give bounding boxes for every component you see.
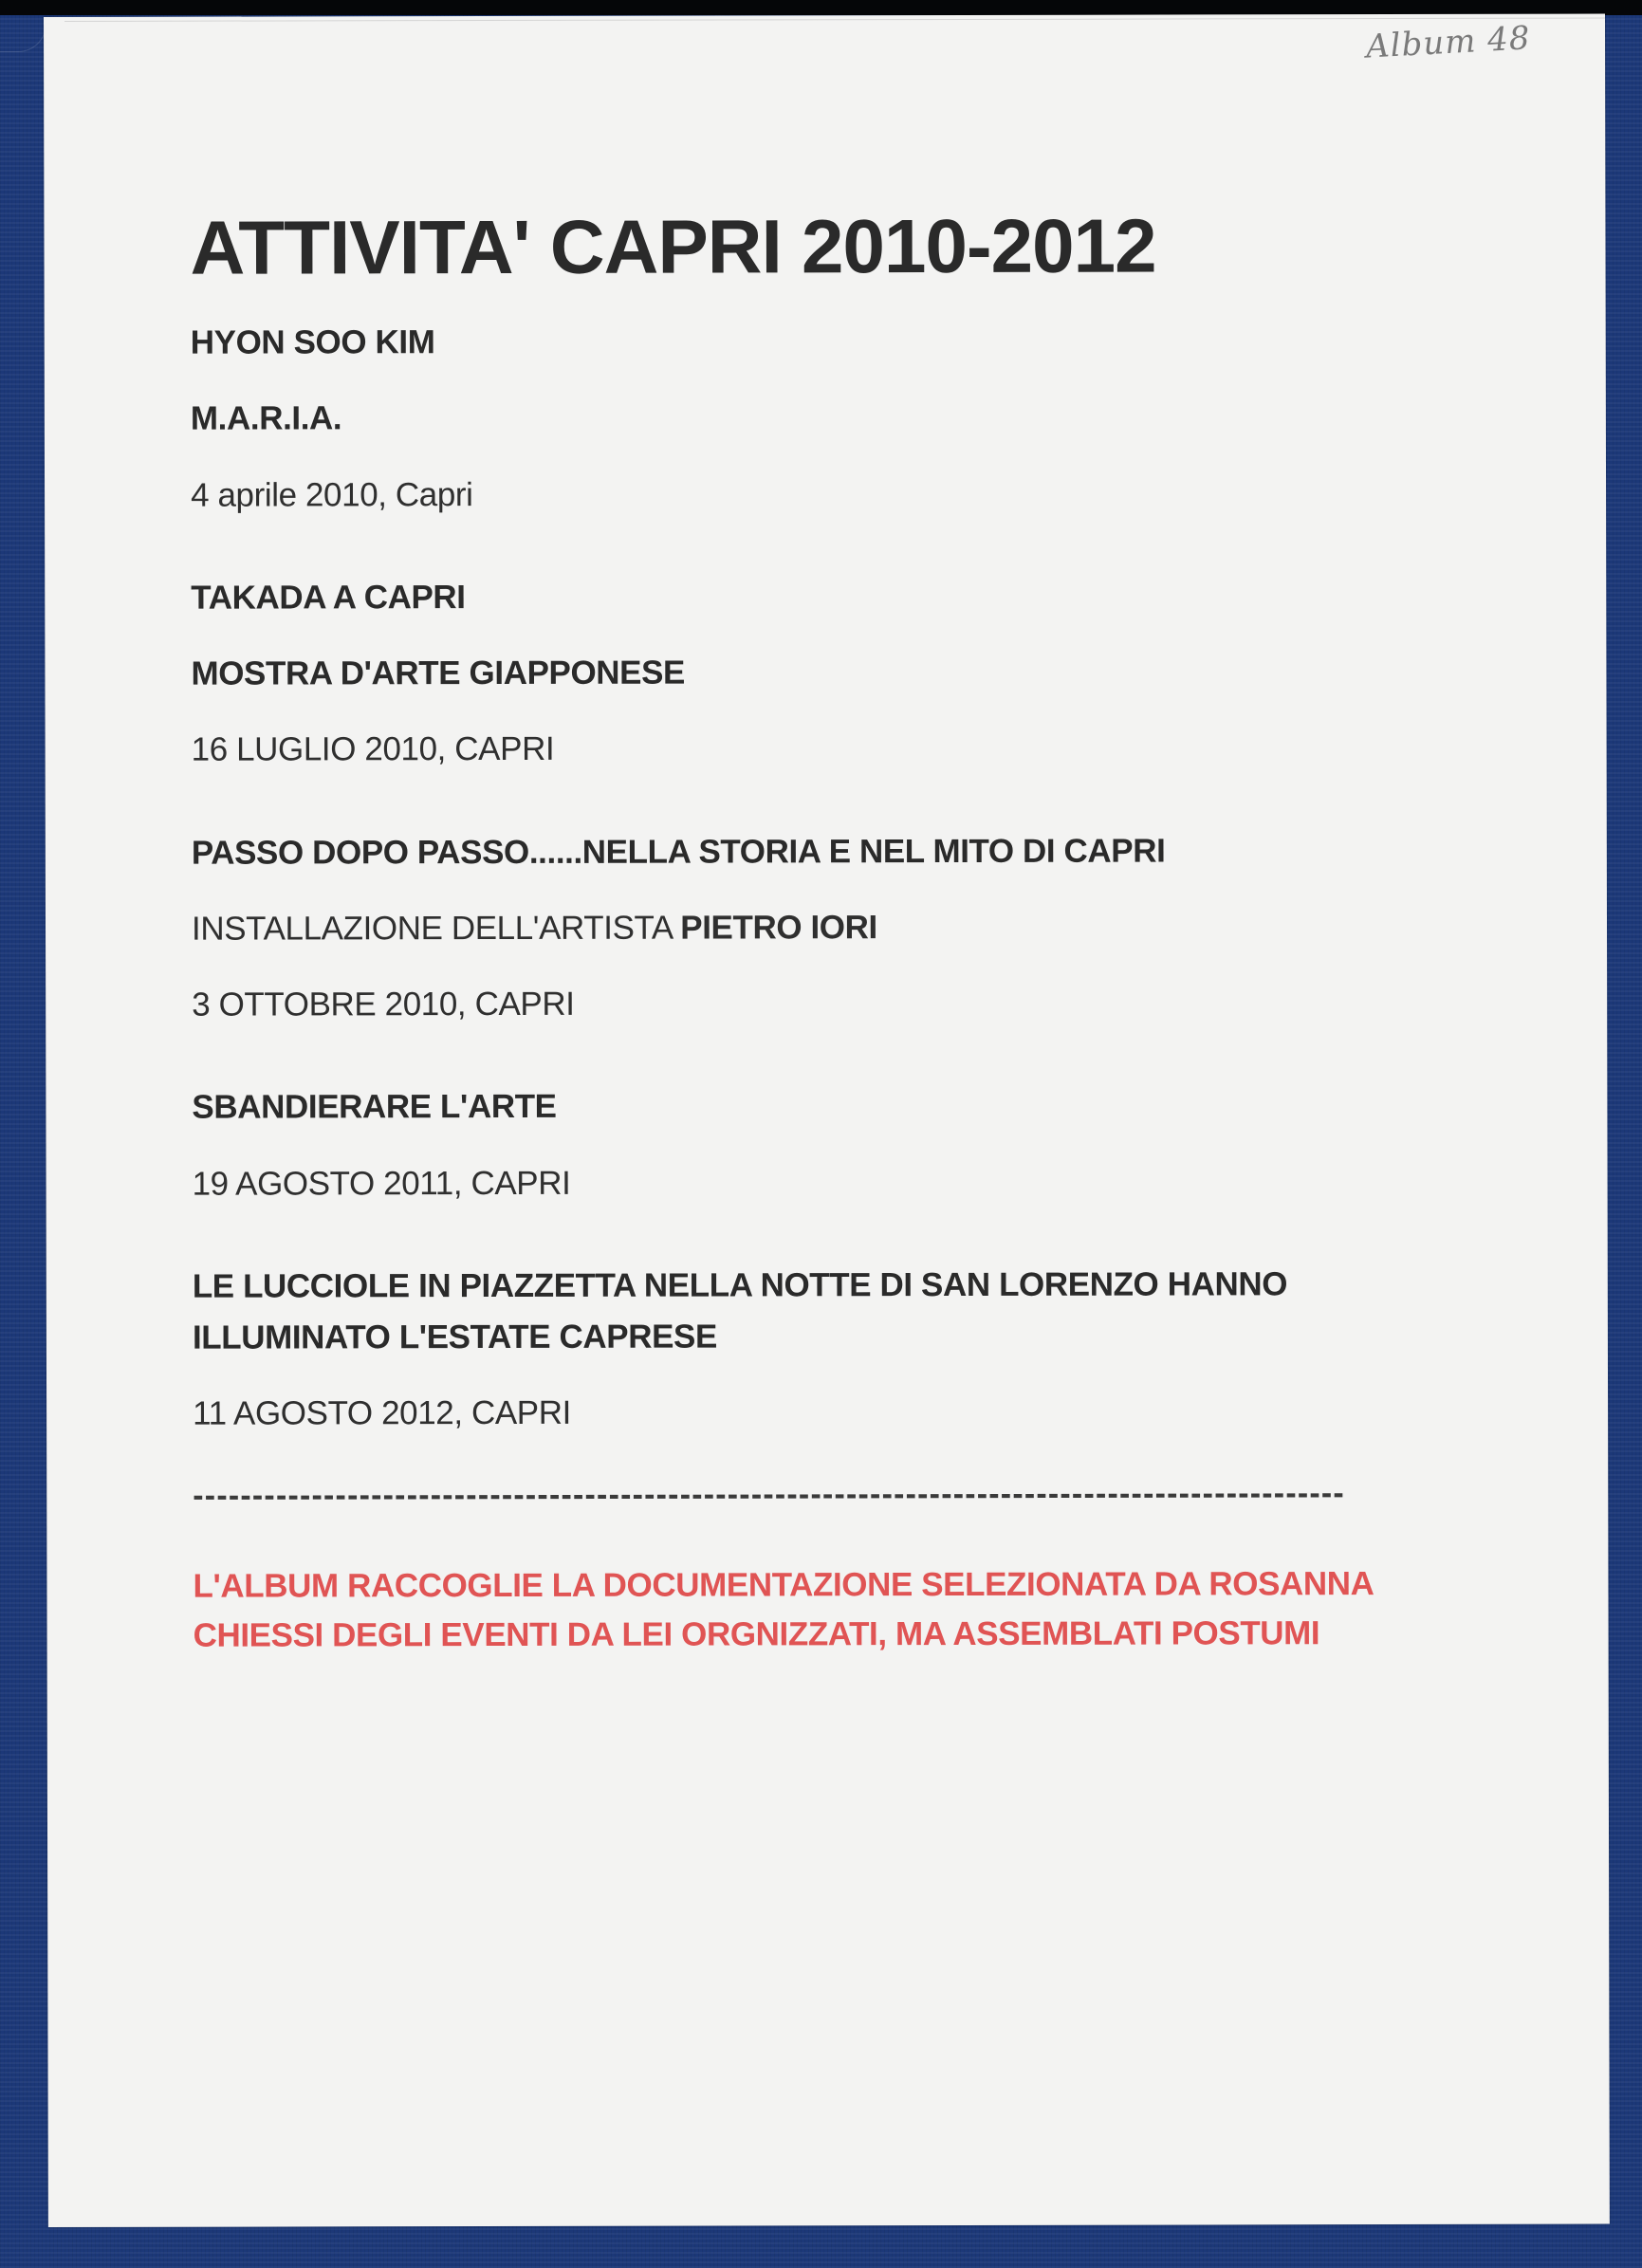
event-date: 11 AGOSTO 2012, CAPRI xyxy=(193,1394,571,1432)
album-note: L'ALBUM RACCOGLIE LA DOCUMENTAZIONE SELEZIONATA DA ROSANNA CHIESSI DEGLI EVENTI DA LEI ORGNIZZATI, MA ASSEMBLATI POSTUMI xyxy=(193,1564,1374,1654)
installation-prefix: INSTALLAZIONE DELL'ARTISTA xyxy=(191,909,681,948)
scanner-top-strip xyxy=(0,0,1642,15)
event-date: 19 AGOSTO 2011, CAPRI xyxy=(192,1164,571,1203)
event-title: PASSO DOPO PASSO......NELLA STORIA E NEL MITO DI CAPRI xyxy=(191,832,1166,872)
event-title: HYON SOO KIM xyxy=(190,323,435,361)
event-subtitle: M.A.R.I.A. xyxy=(190,399,342,437)
event-date: 16 LUGLIO 2010, CAPRI xyxy=(191,730,555,768)
event-item xyxy=(193,1265,1502,1434)
event-title-continued: ILLUMINATO L'ESTATE CAPRESE xyxy=(192,1318,717,1356)
installation-artist: PIETRO IORI xyxy=(680,908,877,947)
document-page xyxy=(44,14,1610,2227)
event-title: LE LUCCIOLE IN PIAZZETTA NELLA NOTTE DI SAN LORENZO HANNO xyxy=(192,1265,1288,1305)
event-item xyxy=(191,322,1500,515)
page-title: ATTIVITA' CAPRI 2010-2012 xyxy=(190,203,1156,290)
event-title: TAKADA A CAPRI xyxy=(191,578,466,617)
event-date: 4 aprile 2010, Capri xyxy=(191,475,473,514)
event-title: SBANDIERARE L'ARTE xyxy=(192,1088,557,1126)
event-item xyxy=(192,831,1501,1024)
document-content xyxy=(190,204,1502,1661)
handwritten-annotation: Album 48 xyxy=(1365,19,1532,66)
event-item xyxy=(192,1086,1501,1203)
event-installation xyxy=(192,908,1501,949)
binder-corner-mark xyxy=(0,19,46,52)
event-item xyxy=(191,577,1500,770)
event-subtitle: MOSTRA D'ARTE GIAPPONESE xyxy=(191,654,686,692)
dashed-separator: ------------------------------------------------------------------------------------------------- xyxy=(193,1474,1345,1514)
event-date: 3 OTTOBRE 2010, CAPRI xyxy=(192,985,575,1023)
